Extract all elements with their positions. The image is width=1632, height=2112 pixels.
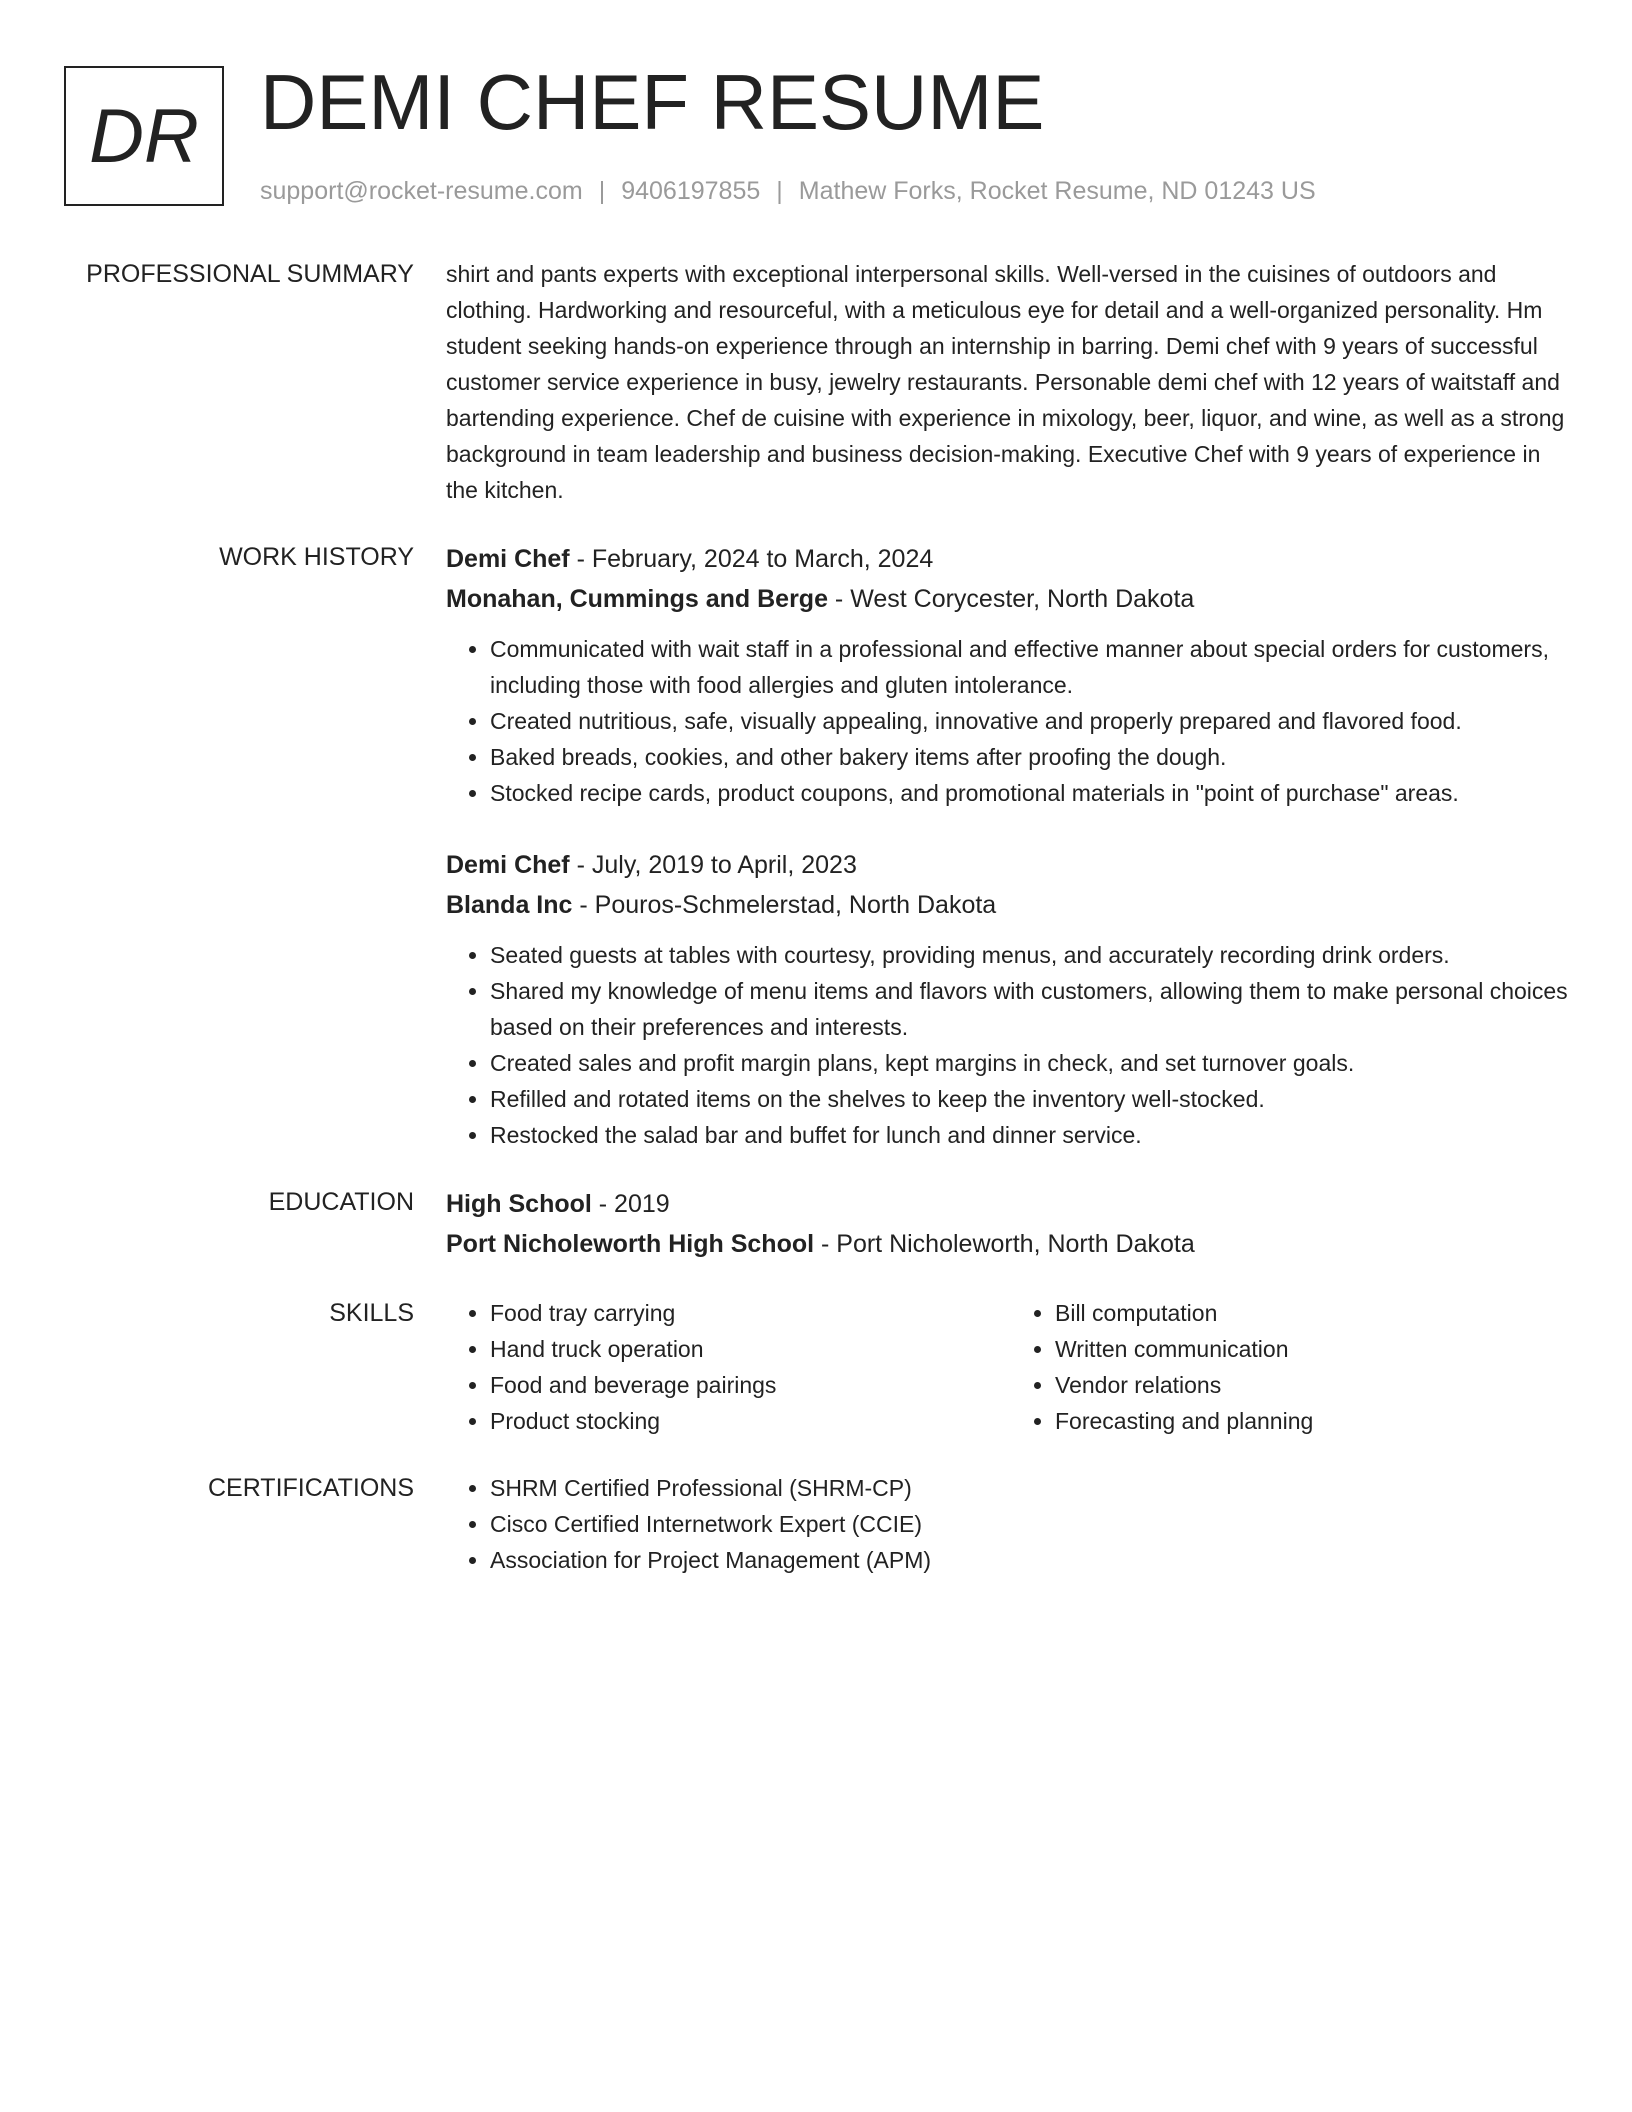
section-label-work-history: WORK HISTORY [219, 543, 414, 571]
job-title-line [446, 539, 1576, 579]
certifications-body [446, 1470, 1576, 1578]
skills-column-left [446, 1295, 1011, 1439]
job-bullet: • Stocked recipe cards, product coupons, and promotional materials in "point of purchase" areas. [490, 775, 1576, 811]
job-bullet: • Seated guests at tables with courtesy, providing menus, and accurately recording drink orders. [490, 937, 1576, 973]
job-bullet: • Refilled and rotated items on the shelves to keep the inventory well-stocked. [490, 1081, 1576, 1117]
skill-item: • Hand truck operation [490, 1331, 1011, 1367]
resume-body [0, 256, 1632, 1609]
job-title: Demi Chef [446, 545, 570, 573]
skill-item: • Product stocking [490, 1403, 1011, 1439]
education-body [446, 1184, 1576, 1264]
certifications-list [446, 1470, 1576, 1578]
contact-line [260, 174, 1316, 208]
education-location: - Port Nicholeworth, North Dakota [814, 1230, 1195, 1258]
section-education [0, 1184, 1632, 1264]
skill-item: • Forecasting and planning [1055, 1403, 1576, 1439]
job-bullets [446, 937, 1576, 1153]
resume-title: DEMI CHEF RESUME [260, 58, 1045, 146]
skill-item: • Food and beverage pairings [490, 1367, 1011, 1403]
job-dates: - February, 2024 to March, 2024 [569, 545, 934, 573]
job-bullet: • Shared my knowledge of menu items and flavors with customers, allowing them to make personal choices based on their preferences and interests. [490, 973, 1576, 1045]
skill-item: • Vendor relations [1055, 1367, 1576, 1403]
section-skills [0, 1295, 1632, 1439]
certification-item: • Association for Project Management (APM) [490, 1542, 1576, 1578]
section-label-certifications: CERTIFICATIONS [207, 1474, 414, 1502]
job-title-line [446, 845, 1576, 885]
skills-column-right [1011, 1295, 1576, 1439]
job-bullet: • Created nutritious, safe, visually appealing, innovative and properly prepared and flavored food. [490, 703, 1576, 739]
job-bullet: • Created sales and profit margin plans, kept margins in check, and set turnover goals. [490, 1045, 1576, 1081]
job-bullet: • Baked breads, cookies, and other bakery items after proofing the dough. [490, 739, 1576, 775]
certification-item: • SHRM Certified Professional (SHRM-CP) [490, 1470, 1576, 1506]
job-company-line [446, 885, 1576, 925]
skills-body [446, 1295, 1576, 1439]
work-history-body [446, 539, 1576, 1153]
section-label-summary: PROFESSIONAL SUMMARY [86, 260, 414, 288]
contact-separator: | [598, 177, 606, 205]
section-summary [0, 256, 1632, 508]
job-location: - West Corycester, North Dakota [827, 585, 1195, 613]
section-label-skills: SKILLS [329, 1299, 414, 1327]
skill-item: • Bill computation [1055, 1295, 1576, 1331]
job-company: Blanda Inc [446, 891, 573, 919]
education-school-line [446, 1224, 1576, 1264]
job-bullet: • Restocked the salad bar and buffet for lunch and dinner service. [490, 1117, 1576, 1153]
contact-address: Mathew Forks, Rocket Resume, ND 01243 US [798, 177, 1316, 205]
skill-item: • Food tray carrying [490, 1295, 1011, 1331]
education-school: Port Nicholeworth High School [446, 1230, 815, 1258]
job-dates: - July, 2019 to April, 2023 [569, 851, 857, 879]
education-degree: High School [446, 1190, 592, 1218]
job-bullets [446, 631, 1576, 811]
job-bullet: • Communicated with wait staff in a professional and effective manner about special orders for customers, including those with food allergies and gluten intolerance. [490, 631, 1576, 703]
skills-grid [446, 1295, 1576, 1439]
section-work-history [0, 539, 1632, 1153]
job-title: Demi Chef [446, 851, 570, 879]
contact-phone: 9406197855 [621, 177, 761, 205]
certification-item: • Cisco Certified Internetwork Expert (CCIE) [490, 1506, 1576, 1542]
section-label-education: EDUCATION [268, 1188, 414, 1216]
job-entry [446, 845, 1576, 1153]
skill-item: • Written communication [1055, 1331, 1576, 1367]
section-certifications [0, 1470, 1632, 1578]
job-company-line [446, 579, 1576, 619]
summary-body [446, 256, 1576, 508]
education-year: - 2019 [591, 1190, 670, 1218]
education-degree-line [446, 1184, 1576, 1224]
contact-separator: | [776, 177, 783, 205]
job-company: Monahan, Cummings and Berge [446, 585, 828, 613]
monogram: DR [64, 66, 224, 206]
job-entry [446, 539, 1576, 811]
summary-text: shirt and pants experts with exceptional interpersonal skills. Well-versed in the cuisines of outdoors and clothing. Hardworking and resourceful, with a meticulous eye for detail and a well-organized personality. Hm student seeking hands-on experience through an internship in barring. Demi chef with 9 years of successful customer service experience in busy, jewelry restaurants. Personable demi chef with 12 years of waitstaff and bartending experience. Chef de cuisine with experience in mixology, beer, liquor, and wine, as well as a strong background in team leadership and business decision-making. Executive Chef with 9 years of experience in the kitchen. [446, 261, 1565, 503]
contact-email: support@rocket-resume.com [260, 177, 583, 205]
job-location: - Pouros-Schmelerstad, North Dakota [572, 891, 997, 919]
